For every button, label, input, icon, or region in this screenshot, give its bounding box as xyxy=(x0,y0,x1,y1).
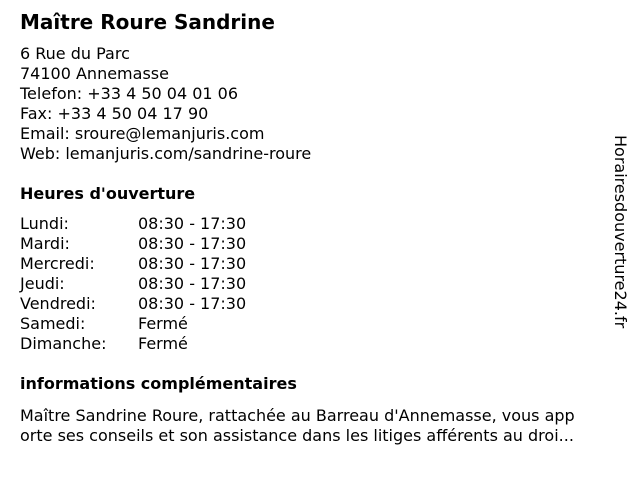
hours-heading: Heures d'ouverture xyxy=(20,184,196,203)
description-text xyxy=(20,406,620,446)
hours-value: Fermé xyxy=(138,314,188,333)
contact-block xyxy=(20,44,311,164)
hours-row-thursday xyxy=(20,274,246,294)
city-address: 74100 Annemasse xyxy=(20,64,169,83)
day-label: Samedi: xyxy=(20,314,86,333)
opening-hours-table xyxy=(20,214,246,354)
day-label: Jeudi: xyxy=(20,274,65,293)
day-label: Mardi: xyxy=(20,234,70,253)
hours-row-tuesday xyxy=(20,234,246,254)
hours-value: 08:30 - 17:30 xyxy=(138,214,247,233)
hours-row-sunday xyxy=(20,334,246,354)
day-label: Lundi: xyxy=(20,214,69,233)
day-label: Dimanche: xyxy=(20,334,107,353)
hours-row-friday xyxy=(20,294,246,314)
hours-value: 08:30 - 17:30 xyxy=(138,254,247,273)
hours-row-wednesday xyxy=(20,254,246,274)
street-address: 6 Rue du Parc xyxy=(20,44,130,63)
email-address: Email: sroure@lemanjuris.com xyxy=(20,124,265,143)
hours-row-saturday xyxy=(20,314,246,334)
day-label: Mercredi: xyxy=(20,254,95,273)
day-label: Vendredi: xyxy=(20,294,96,313)
page-title: Maître Roure Sandrine xyxy=(20,10,275,34)
hours-value: 08:30 - 17:30 xyxy=(138,294,247,313)
info-heading: informations complémentaires xyxy=(20,374,297,393)
description-line: orte ses conseils et son assistance dans les litiges afférents au droi... xyxy=(20,426,574,445)
description-line: Maître Sandrine Roure, rattachée au Barreau d'Annemasse, vous app xyxy=(20,406,575,425)
website-url: Web: lemanjuris.com/sandrine-roure xyxy=(20,144,312,163)
phone-number: Telefon: +33 4 50 04 01 06 xyxy=(20,84,239,103)
hours-value: 08:30 - 17:30 xyxy=(138,274,247,293)
hours-row-monday xyxy=(20,214,246,234)
hours-value: Fermé xyxy=(138,334,188,353)
hours-value: 08:30 - 17:30 xyxy=(138,234,247,253)
site-watermark: Horairesdouverture24.fr xyxy=(611,135,630,329)
fax-number: Fax: +33 4 50 04 17 90 xyxy=(20,104,209,123)
